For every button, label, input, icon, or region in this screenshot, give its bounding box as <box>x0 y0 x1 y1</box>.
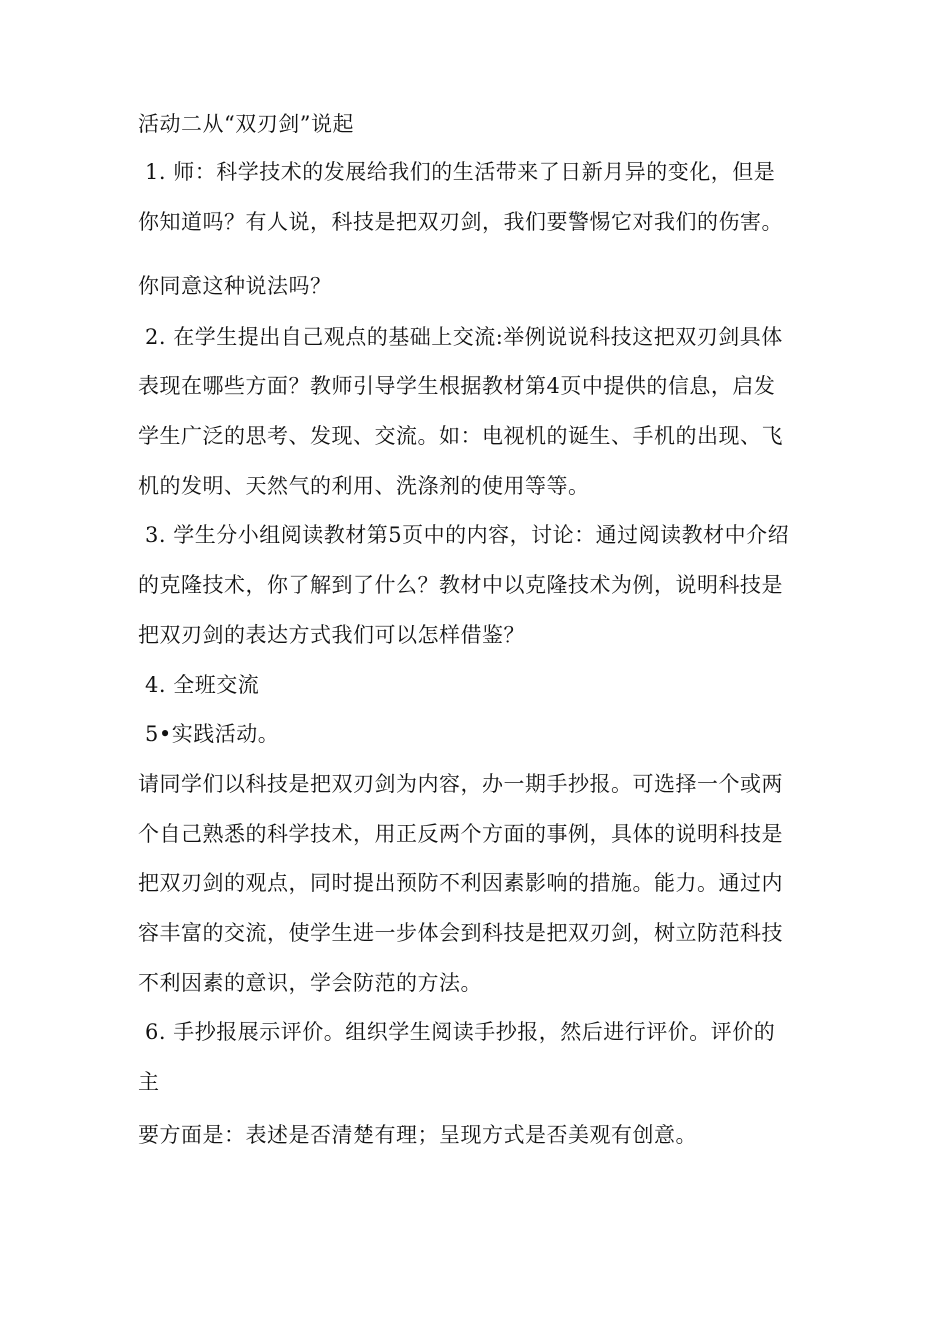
paragraph-line: 个自己熟悉的科学技术，用正反两个方面的事例，具体的说明科技是 <box>138 822 783 846</box>
paragraph-line: 3. 学生分小组阅读教材第5页中的内容，讨论：通过阅读教材中介绍 <box>145 523 790 547</box>
paragraph-line: 5•实践活动。 <box>145 722 280 746</box>
paragraph-line: 主 <box>138 1070 160 1094</box>
paragraph-line: 容丰富的交流，使学生进一步体会到科技是把双刃剑，树立防范科技 <box>138 921 783 945</box>
paragraph-line: 的克隆技术，你了解到了什么？教材中以克隆技术为例，说明科技是 <box>138 573 783 597</box>
paragraph-line: 表现在哪些方面？教师引导学生根据教材第4页中提供的信息，启发 <box>138 374 776 398</box>
section-title: 活动二从“双刃剑”说起 <box>138 112 354 136</box>
paragraph-line: 学生广泛的思考、发现、交流。如：电视机的诞生、手机的出现、飞 <box>138 424 783 448</box>
paragraph-line: 你知道吗？有人说，科技是把双刃剑，我们要警惕它对我们的伤害。 <box>138 210 783 234</box>
paragraph-line: 1. 师：科学技术的发展给我们的生活带来了日新月异的变化，但是 <box>145 160 776 184</box>
paragraph-line: 2. 在学生提出自己观点的基础上交流:举例说说科技这把双刃剑具体 <box>145 325 783 349</box>
paragraph-line: 6. 手抄报展示评价。组织学生阅读手抄报，然后进行评价。评价的 <box>145 1020 776 1044</box>
paragraph-line: 要方面是：表述是否清楚有理；呈现方式是否美观有创意。 <box>138 1123 697 1147</box>
paragraph-line: 你同意这种说法吗？ <box>138 274 332 298</box>
paragraph-line: 4. 全班交流 <box>145 673 260 697</box>
paragraph-line: 把双刃剑的观点，同时提出预防不利因素影响的措施。能力。通过内 <box>138 871 783 895</box>
paragraph-line: 请同学们以科技是把双刃剑为内容，办一期手抄报。可选择一个或两 <box>138 772 783 796</box>
paragraph-line: 机的发明、天然气的利用、洗涤剂的使用等等。 <box>138 474 590 498</box>
paragraph-line: 不利因素的意识，学会防范的方法。 <box>138 971 482 995</box>
paragraph-line: 把双刃剑的表达方式我们可以怎样借鉴？ <box>138 623 525 647</box>
